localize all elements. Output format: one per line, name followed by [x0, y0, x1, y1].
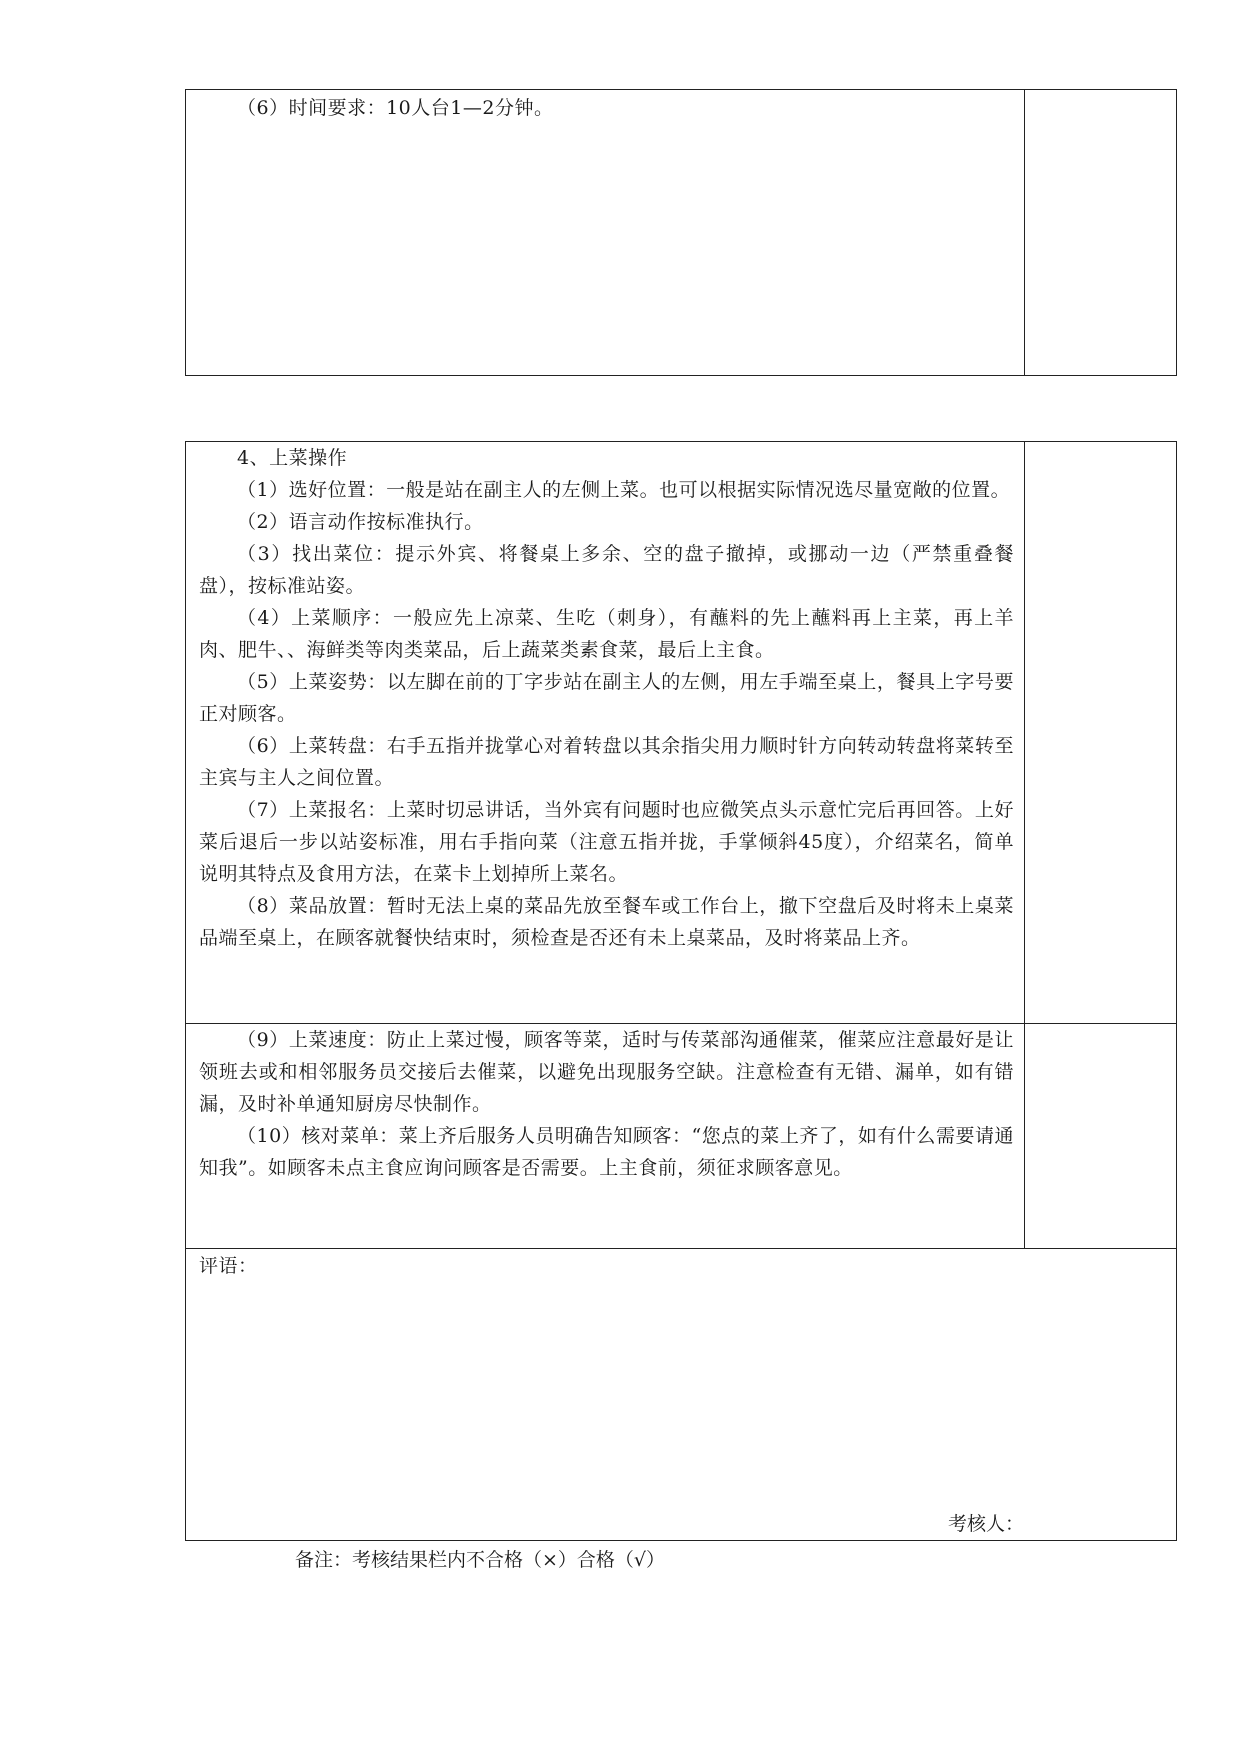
table1-content-cell	[185, 89, 1025, 376]
paragraph: （1）选好位置：一般是站在副主人的左侧上菜。也可以根据实际情况选尽量宽敞的位置。	[237, 479, 1011, 501]
paragraph: （2）语言动作按标准执行。	[237, 511, 484, 533]
paragraph: （3）找出菜位：提示外宾、将餐桌上多余、空的盘子撤掉，或挪动一边（严禁重叠餐盘），按标准站姿。	[199, 543, 1014, 597]
table2-result-cell-2	[1024, 1023, 1177, 1249]
table2-result-cell-1	[1024, 441, 1177, 1024]
paragraph: （4）上菜顺序：一般应先上凉菜、生吃（刺身），有蘸料的先上蘸料再上主菜，再上羊肉、肥牛、、海鲜类等肉类菜品，后上蔬菜类素食菜，最后上主食。	[199, 607, 1014, 661]
footer-note: 备注：考核结果栏内不合格（×）合格（√）	[295, 1549, 666, 1571]
comments-label-text: 评语：	[199, 1255, 258, 1277]
paragraph: （8）菜品放置：暂时无法上桌的菜品先放至餐车或工作台上，撤下空盘后及时将未上桌菜品端至桌上，在顾客就餐快结束时，须检查是否还有未上桌菜品，及时将菜品上齐。	[199, 895, 1014, 949]
comments-cell	[185, 1248, 1177, 1541]
table2-text-1	[199, 442, 1014, 954]
table1-text	[199, 92, 1014, 124]
section-heading: 4、上菜操作	[237, 447, 348, 469]
assessor-label: 考核人：	[948, 1513, 1025, 1535]
paragraph: （10）核对菜单：菜上齐后服务人员明确告知顾客：“您点的菜上齐了，如有什么需要请通知我”。如顾客未点主食应询问顾客是否需要。上主食前，须征求顾客意见。	[199, 1125, 1014, 1179]
table2-text-2	[199, 1024, 1014, 1184]
table1-result-cell	[1024, 89, 1177, 376]
paragraph: （6）时间要求：10人台1—2分钟。	[237, 97, 554, 119]
paragraph: （5）上菜姿势：以左脚在前的丁字步站在副主人的左侧，用左手端至桌上，餐具上字号要正对顾客。	[199, 671, 1014, 725]
paragraph: （6）上菜转盘：右手五指并拢掌心对着转盘以其余指尖用力顺时针方向转动转盘将菜转至主宾与主人之间位置。	[199, 735, 1014, 789]
comments-label	[199, 1250, 499, 1282]
paragraph: （7）上菜报名：上菜时切忌讲话，当外宾有问题时也应微笑点头示意忙完后再回答。上好菜后退后一步以站姿标准，用右手指向菜（注意五指并拢，手掌倾斜45度），介绍菜名，简单说明其特点及食用方法，在菜卡上划掉所上菜名。	[199, 799, 1014, 885]
paragraph: （9）上菜速度：防止上菜过慢，顾客等菜，适时与传菜部沟通催菜，催菜应注意最好是让领班去或和相邻服务员交接后去催菜，以避免出现服务空缺。注意检查有无错、漏单，如有错漏，及时补单通知厨房尽快制作。	[199, 1029, 1014, 1115]
